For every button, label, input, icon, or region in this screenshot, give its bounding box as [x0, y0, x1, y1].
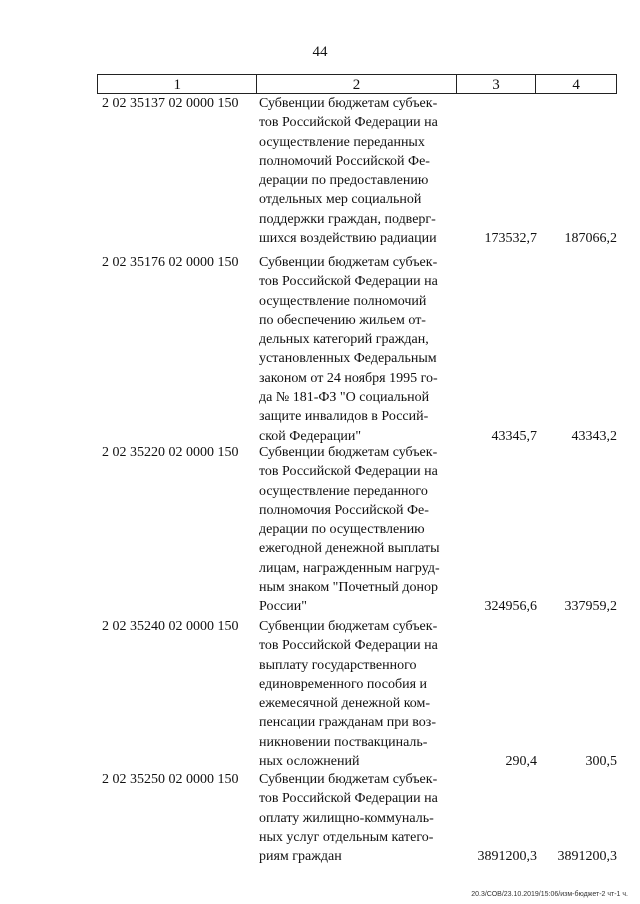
description-line: тов Российской Федерации на — [259, 115, 438, 131]
description-line: тов Российской Федерации на — [259, 638, 438, 654]
value-column-4: 3891200,3 — [557, 849, 617, 865]
row-description — [259, 770, 455, 866]
value-column-4: 187066,2 — [564, 231, 617, 247]
description-line: осуществление переданных — [259, 134, 425, 150]
description-line: дельных категорий граждан, — [259, 332, 429, 348]
row-description — [259, 617, 455, 771]
description-line: дерации по осуществлению — [259, 522, 425, 538]
description-line: лицам, награжденным нагруд- — [259, 560, 440, 576]
table-row — [97, 770, 627, 871]
description-line: отдельных мер социальной — [259, 192, 422, 208]
column-header-1: 1 — [98, 75, 257, 93]
description-line: поддержки граждан, подверг- — [259, 211, 436, 227]
description-line: Субвенции бюджетам субъек- — [259, 619, 438, 634]
description-line: шихся воздействию радиации — [259, 231, 437, 247]
description-line: ежемесячной денежной ком- — [259, 696, 431, 712]
budget-code: 2 02 35250 02 0000 150 — [102, 772, 239, 787]
description-line: единовременного пособия и — [259, 676, 428, 692]
description-line: оплату жилищно-коммуналь- — [259, 810, 434, 826]
description-line: ежегодной денежной выплаты — [259, 541, 440, 557]
row-description — [259, 94, 455, 248]
value-column-3: 43345,7 — [491, 428, 537, 444]
description-line: ской Федерации" — [259, 428, 362, 444]
value-column-4: 43343,2 — [571, 428, 617, 444]
description-line: полномочия Российской Фе- — [259, 502, 429, 518]
description-line: Субвенции бюджетам субъек- — [259, 96, 438, 111]
table-row — [97, 253, 627, 450]
description-line: России" — [259, 599, 307, 615]
table-row — [97, 443, 627, 621]
description-line: риям граждан — [259, 849, 342, 865]
value-column-3: 324956,6 — [484, 599, 537, 615]
description-line: по обеспечению жильем от- — [259, 312, 426, 328]
value-column-4: 300,5 — [585, 754, 617, 770]
table-header — [97, 74, 617, 94]
description-line: выплату государственного — [259, 657, 417, 673]
column-header-3: 3 — [457, 75, 537, 93]
column-header-4: 4 — [572, 77, 580, 93]
description-line: осуществление переданного — [259, 483, 428, 499]
description-line: пенсации гражданам при воз- — [259, 715, 436, 731]
column-header-2: 2 — [257, 75, 456, 93]
description-line: никновении поствакциналь- — [259, 734, 428, 750]
description-line: да № 181-ФЗ "О социальной — [259, 390, 430, 406]
table-row — [97, 94, 627, 252]
row-description — [259, 443, 455, 617]
description-line: дерации по предоставлению — [259, 173, 429, 189]
value-column-4: 337959,2 — [564, 599, 617, 615]
description-line: Субвенции бюджетам субъек- — [259, 445, 438, 460]
description-line: тов Российской Федерации на — [259, 464, 438, 480]
table-row — [97, 617, 627, 775]
description-line: тов Российской Федерации на — [259, 274, 438, 290]
description-line: ных осложнений — [259, 754, 360, 770]
description-line: Субвенции бюджетам субъек- — [259, 772, 438, 787]
value-column-3: 3891200,3 — [477, 849, 537, 865]
document-footer: 20.3/СОВ/23.10.2019/15:06/изм-бюджет-2 чт-1 ч. — [471, 891, 628, 898]
budget-code: 2 02 35240 02 0000 150 — [102, 619, 239, 634]
description-line: полномочий Российской Фе- — [259, 153, 430, 169]
budget-code: 2 02 35176 02 0000 150 — [102, 255, 239, 270]
budget-code: 2 02 35220 02 0000 150 — [102, 445, 239, 460]
description-line: Субвенции бюджетам субъек- — [259, 255, 438, 270]
value-column-3: 290,4 — [505, 754, 537, 770]
description-line: ных услуг отдельным катего- — [259, 829, 434, 845]
description-line: осуществление полномочий — [259, 293, 427, 309]
description-line: законом от 24 ноября 1995 го- — [259, 370, 438, 386]
description-line: ным знаком "Почетный донор — [259, 580, 439, 596]
row-description — [259, 253, 455, 446]
budget-code: 2 02 35137 02 0000 150 — [102, 96, 239, 111]
description-line: тов Российской Федерации на — [259, 791, 438, 807]
value-column-3: 173532,7 — [484, 231, 537, 247]
description-line: защите инвалидов в Россий- — [259, 409, 429, 425]
page-number: 44 — [312, 44, 328, 60]
description-line: установленных Федеральным — [259, 351, 437, 367]
